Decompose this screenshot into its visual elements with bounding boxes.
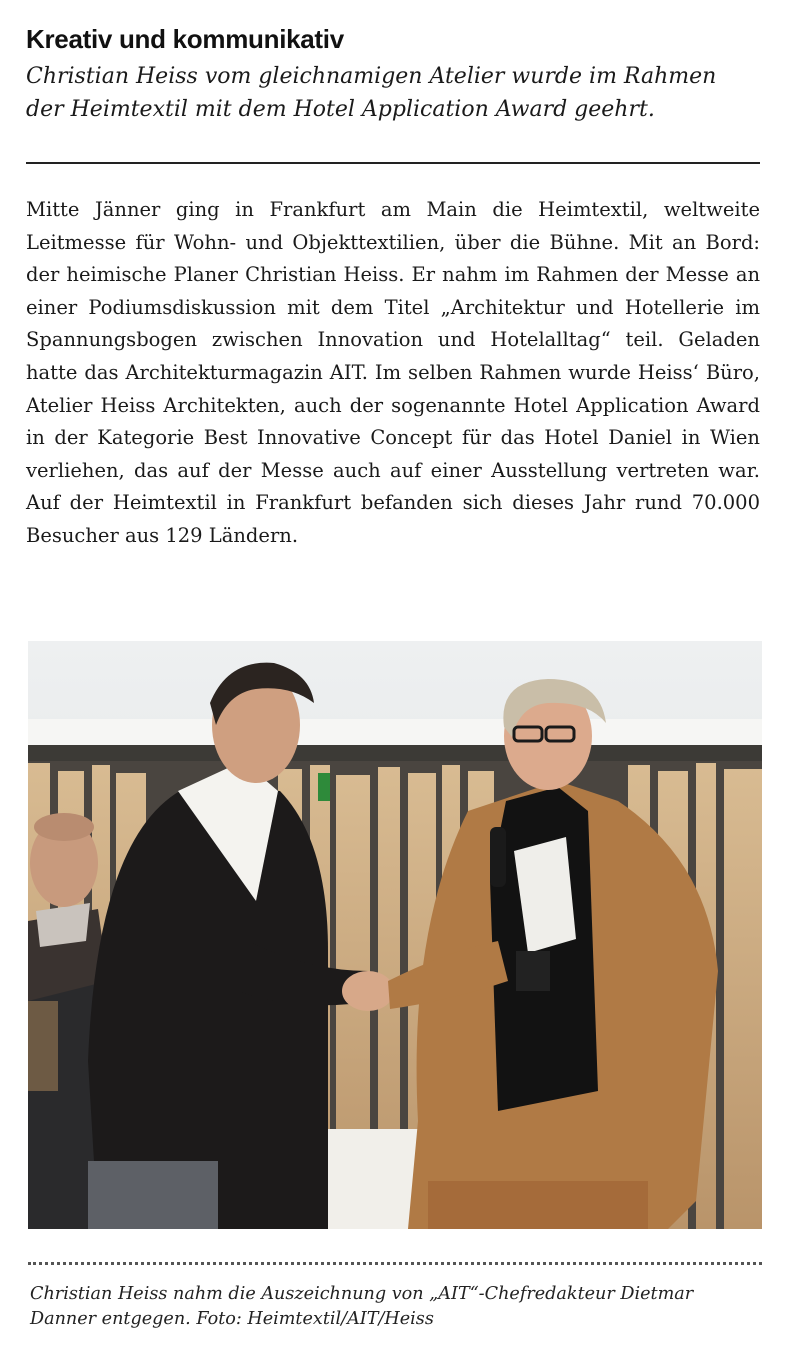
award-handshake-photo — [28, 641, 762, 1229]
caption-divider — [28, 1262, 762, 1265]
photo-caption: Christian Heiss nahm die Auszeichnung von „AIT“-Chefredakteur Dietmar Danner entgegen. Foto: Heimtextil/AIT/Heiss — [30, 1284, 694, 1329]
headline-divider — [26, 162, 760, 164]
article-subheadline: Christian Heiss vom gleichnamigen Atelier wurde im Rahmen der Heimtextil mit dem Hotel Application Award geehrt. — [26, 64, 717, 122]
article-body: Mitte Jänner ging in Frankfurt am Main die Heimtextil, weltweite Leitmesse für Wohn- und Objekttextilien, über die Bühne. Mit an Bord: der heimische Planer Christian Heiss. Er nahm im Rahmen der Messe an einer Podiumsdiskussion mit dem Titel „Architektur und Hotellerie im Spannungsbogen zwischen Innovation und Hotelalltag“ teil. Geladen hatte das Architekturmagazin AIT. Im selben Rahmen wurde Heiss‘ Büro, Atelier Heiss Architekten, auch der sogenannte Hotel Application Award in der Kategorie Best Innovative Concept für das Hotel Daniel in Wien verliehen, das auf der Messe auch auf einer Ausstellung vertreten war. Auf der Heimtextil in Frankfurt befanden sich dieses Jahr rund 70.000 Besucher aus 129 Ländern. — [26, 198, 760, 547]
article-headline: Kreativ und kommunikativ — [26, 24, 344, 54]
